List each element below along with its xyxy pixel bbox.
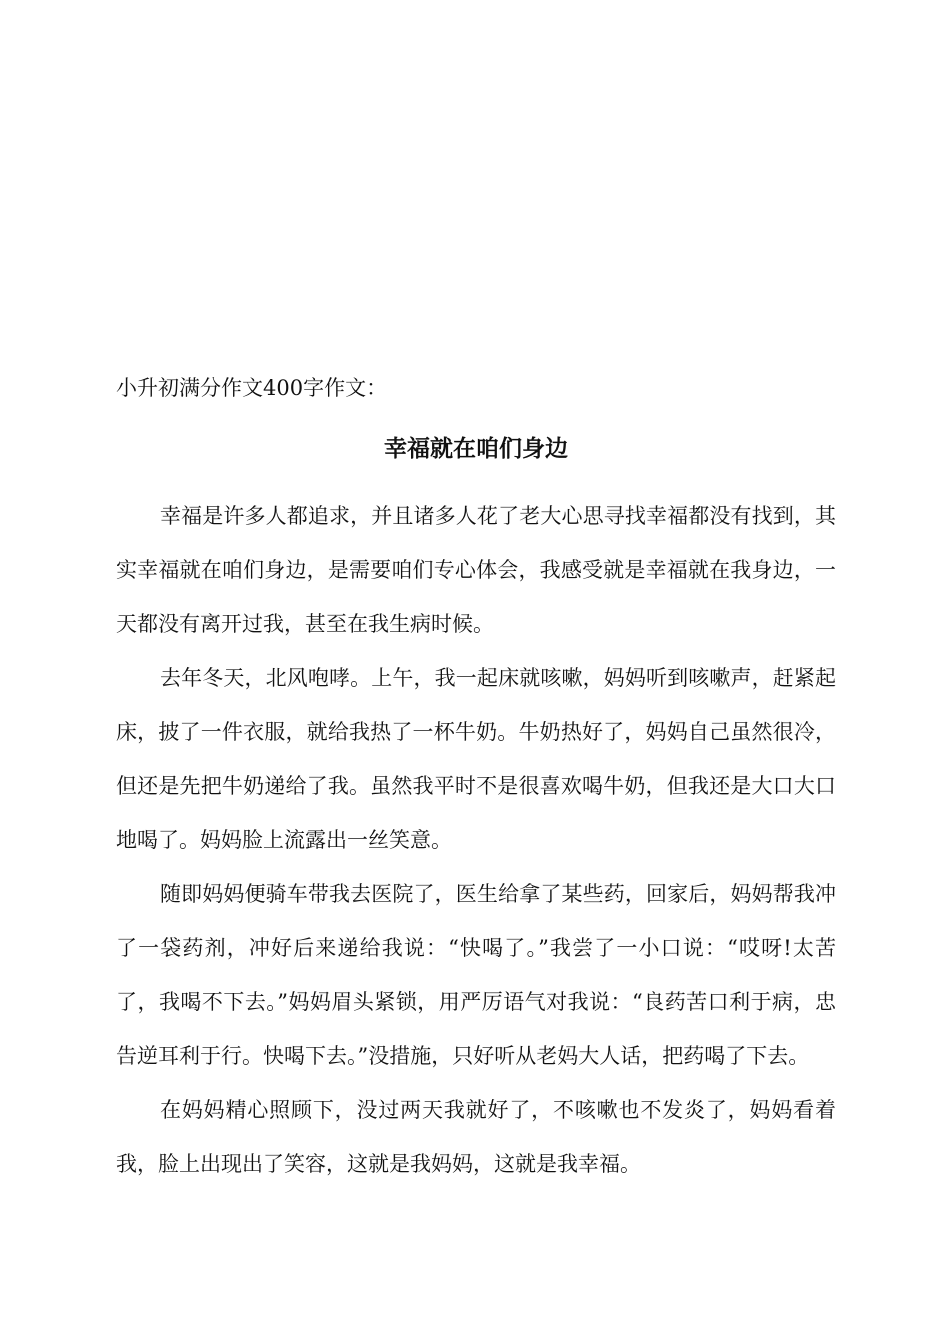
- essay-title: 幸福就在咱们身边: [384, 436, 568, 462]
- intro-line: 小升初满分作文400字作文：: [116, 376, 388, 400]
- paragraph: 随即妈妈便骑车带我去医院了，医生给拿了某些药，回家后，妈妈帮我冲了一袋药剂，冲好后来递给我说：“快喝了。”我尝了一小口说：“哎呀!太苦了，我喝不下去。”妈妈眉头紧锁，用严厉语气对我说：“良药苦口利于病，忠告逆耳利于行。快喝下去。”没措施，只好听从老妈大人话，把药喝了下去。: [116, 882, 836, 1068]
- paragraph: 去年冬天，北风咆哮。上午，我一起床就咳嗽，妈妈听到咳嗽声，赶紧起床，披了一件衣服，就给我热了一杯牛奶。牛奶热好了，妈妈自己虽然很冷，但还是先把牛奶递给了我。虽然我平时不是很喜欢喝牛奶，但我还是大口大口地喝了。妈妈脸上流露出一丝笑意。: [116, 666, 836, 852]
- essay-body: [116, 489, 836, 1191]
- paragraph: 在妈妈精心照顾下，没过两天我就好了，不咳嗽也不发炎了，妈妈看着我，脸上出现出了笑容，这就是我妈妈，这就是我幸福。: [116, 1098, 836, 1176]
- paragraph: 幸福是许多人都追求，并且诸多人花了老大心思寻找幸福都没有找到，其实幸福就在咱们身边，是需要咱们专心体会，我感受就是幸福就在我身边，一天都没有离开过我，甚至在我生病时候。: [116, 504, 836, 636]
